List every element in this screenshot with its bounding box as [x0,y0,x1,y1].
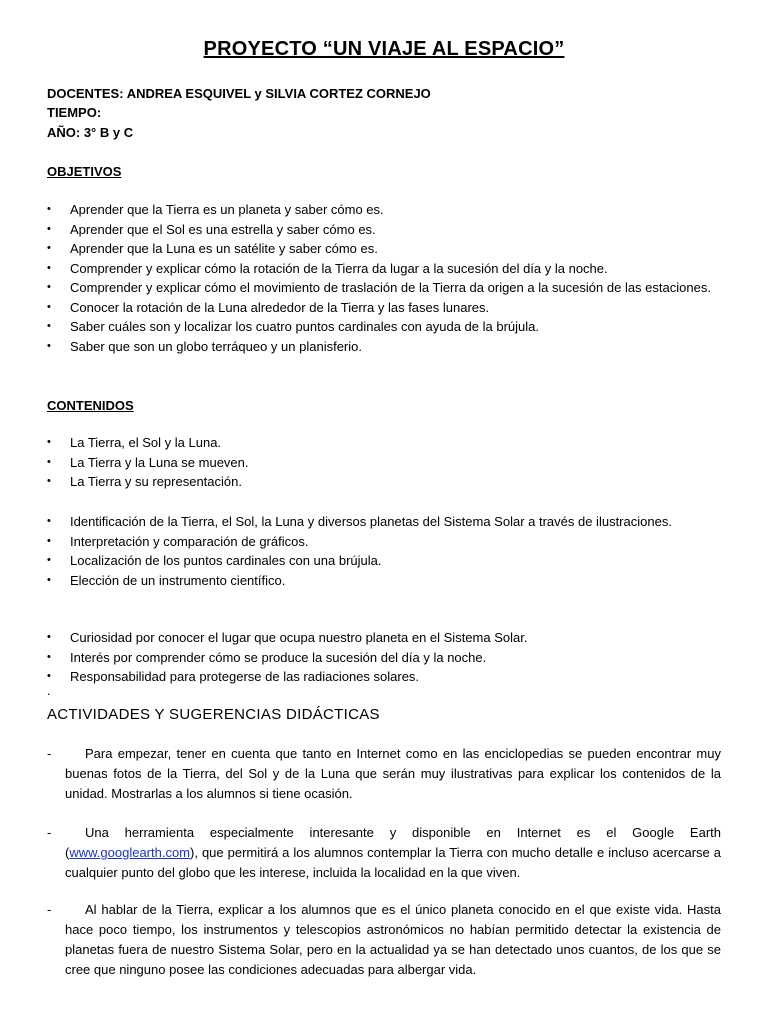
contenidos-list-2 [47,512,721,590]
stray-dot: . [47,683,51,698]
list-item: • Localización de los puntos cardinales con una brújula. [47,551,721,571]
list-item: • Identificación de la Tierra, el Sol, la Luna y diversos planetas del Sistema Solar a través de ilustraciones. [47,512,721,532]
list-item: • Responsabilidad para protegerse de las radiaciones solares. [47,667,721,687]
list-item: • Conocer la rotación de la Luna alrededor de la Tierra y las fases lunares. [47,298,721,318]
activity-text: Al hablar de la Tierra, explicar a los alumnos que es el único planeta conocido en el que existe vida. Hasta hace poco tiempo, los instrumentos y telescopios astronómicos no habían permitido detectar la existencia de planetas fuera de nuestro Sistema Solar, pero en la actualidad ya se han detectado unos cuantos, de los que se cree que ninguno posee las condiciones adecuadas para albergar vida. [65,902,721,977]
dash-marker: - [47,746,52,761]
activity-paragraph-1 [47,744,721,804]
contenidos-heading: CONTENIDOS [47,398,134,413]
list-item: • Saber que son un globo terráqueo y un planisferio. [47,337,721,357]
list-item: • Aprender que el Sol es una estrella y saber cómo es. [47,220,721,240]
contenidos-list-1 [47,433,721,492]
list-item: • La Tierra y la Luna se mueven. [47,453,721,473]
dash-marker: - [47,825,52,840]
activity-paragraph-3 [47,900,721,980]
page-title: PROYECTO “UN VIAJE AL ESPACIO” [203,38,565,60]
activity-text-end: ), que permitirá a los alumnos contemplar la Tierra con mucho detalle e incluso acercarse a cualquier punto del globo que les interese, incluida la localidad en la que viven. [65,845,721,880]
list-item: • Comprender y explicar cómo el movimiento de traslación de la Tierra da origen a la sucesión de las estaciones. [47,278,721,298]
dash-marker: - [47,902,52,917]
objetivos-list [47,200,721,356]
list-item: • Aprender que la Luna es un satélite y saber cómo es. [47,239,721,259]
list-item: • Comprender y explicar cómo la rotación de la Tierra da lugar a la sucesión del día y la noche. [47,259,721,279]
list-item: • Saber cuáles son y localizar los cuatro puntos cardinales con ayuda de la brújula. [47,317,721,337]
anio-line: AÑO: 3° B y C [47,125,134,140]
actividades-heading: ACTIVIDADES Y SUGERENCIAS DIDÁCTICAS [47,706,380,723]
activity-text [65,823,721,883]
objetivos-heading: OBJETIVOS [47,164,122,179]
docentes-line: DOCENTES: ANDREA ESQUIVEL y SILVIA CORTEZ CORNEJO [47,86,431,101]
tiempo-line: TIEMPO: [47,105,102,120]
list-item: • Interpretación y comparación de gráficos. [47,532,721,552]
googlearth-link[interactable]: www.googlearth.com [69,845,191,860]
activity-text: Para empezar, tener en cuenta que tanto en Internet como en las enciclopedias se pueden encontrar muy buenas fotos de la Tierra, del Sol y de la Luna que serán muy ilustrativas para explicar los contenidos de la unidad. Mostrarlas a los alumnos si tiene ocasión. [65,746,721,801]
list-item: • Curiosidad por conocer el lugar que ocupa nuestro planeta en el Sistema Solar. [47,628,721,648]
activity-text-start: Una herramienta especialmente interesante y disponible en Internet es el Google Earth ( [65,825,721,860]
list-item: • Interés por comprender cómo se produce la sucesión del día y la noche. [47,648,721,668]
list-item: • La Tierra, el Sol y la Luna. [47,433,721,453]
activity-paragraph-2 [47,823,721,883]
list-item: • Aprender que la Tierra es un planeta y saber cómo es. [47,200,721,220]
list-item: • La Tierra y su representación. [47,472,721,492]
list-item: • Elección de un instrumento científico. [47,571,721,591]
contenidos-list-3 [47,628,721,687]
